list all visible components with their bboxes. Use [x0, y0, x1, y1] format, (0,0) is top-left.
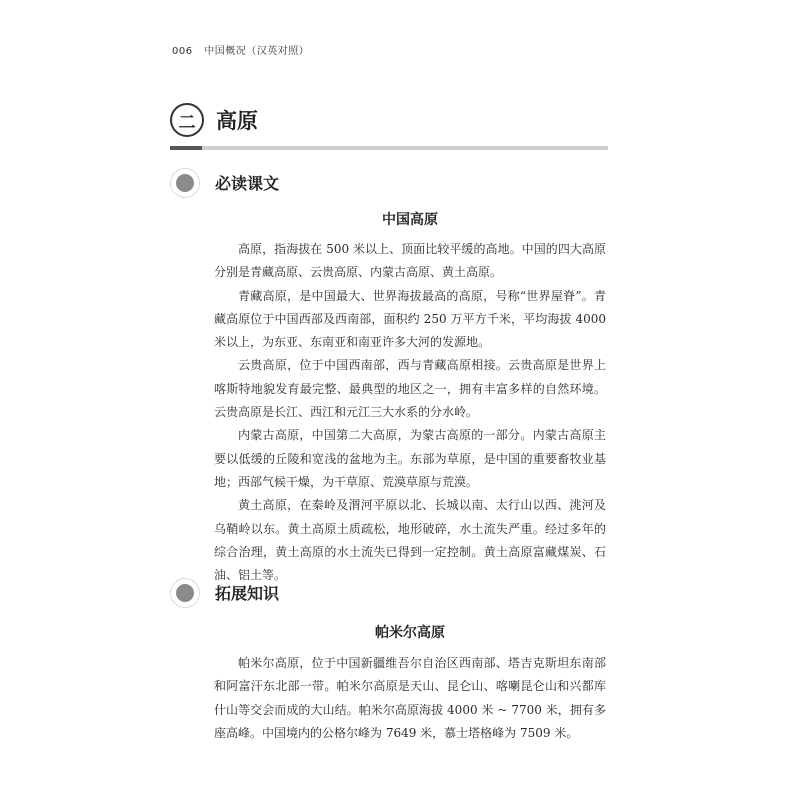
bullet-circle-icon	[170, 578, 200, 608]
required-reading-heading: 必读课文	[215, 174, 280, 193]
paragraph: 青藏高原，是中国最大、世界海拔最高的高原，号称“世界屋脊”。青藏高原位于中国西部及西南部，面积约 250 万平方千米，平均海拔 4000 米以上，为东亚、东南亚和南亚许多大河的发源地。	[214, 288, 606, 350]
paragraph: 黄土高原，在秦岭及渭河平原以北、长城以南、太行山以西、洮河及乌鞘岭以东。黄土高原土质疏松，地形破碎，水土流失严重。经过多年的综合治理，黄土高原的水土流失已得到一定控制。黄土高原富藏煤炭、石油、铝土等。	[214, 498, 606, 583]
paragraph: 高原，指海拔在 500 米以上、顶面比较平缓的高地。中国的四大高原分别是青藏高原、云贵高原、内蒙古高原、黄土高原。	[214, 242, 606, 280]
section-header	[170, 103, 608, 151]
required-reading-body	[214, 238, 606, 587]
bullet-circle-icon	[170, 168, 200, 198]
paragraph: 帕米尔高原，位于中国新疆维吾尔自治区西南部、塔吉克斯坦东南部和阿富汗东北部一带。帕米尔高原是天山、昆仑山、喀喇昆仑山和兴都库什山等交会而成的大山结。帕米尔高原海拔 4000 米 ~ 7700 米，拥有多座高峰。中国境内的公格尔峰为 7649 米，慕士塔格峰为 7509 米。	[214, 656, 606, 740]
paragraph: 云贵高原，位于中国西南部，西与青藏高原相接。云贵高原是世界上喀斯特地貌发育最完整、最典型的地区之一，拥有丰富多样的自然环境。云贵高原是长江、西江和元江三大水系的分水岭。	[214, 358, 606, 420]
page-number: 006	[172, 46, 193, 57]
section-divider-accent	[170, 146, 202, 150]
article-title: 帕米尔高原	[375, 625, 445, 641]
required-reading-header	[170, 168, 608, 198]
running-head	[172, 42, 309, 57]
extended-knowledge-body	[214, 652, 606, 745]
book-title: 中国概况（汉英对照）	[204, 46, 310, 57]
article-title: 中国高原	[382, 212, 438, 228]
paragraph: 内蒙古高原，中国第二大高原，为蒙古高原的一部分。内蒙古高原主要以低缓的丘陵和宽浅的盆地为主。东部为草原，是中国的重要畜牧业基地；西部气候干燥，为干草原、荒漠草原与荒漠。	[214, 428, 606, 489]
section-number-badge: 二	[170, 103, 204, 137]
section-title: 高原	[216, 109, 258, 133]
section-divider	[170, 146, 608, 150]
extended-knowledge-heading: 拓展知识	[215, 584, 280, 603]
extended-knowledge-header	[170, 578, 608, 608]
